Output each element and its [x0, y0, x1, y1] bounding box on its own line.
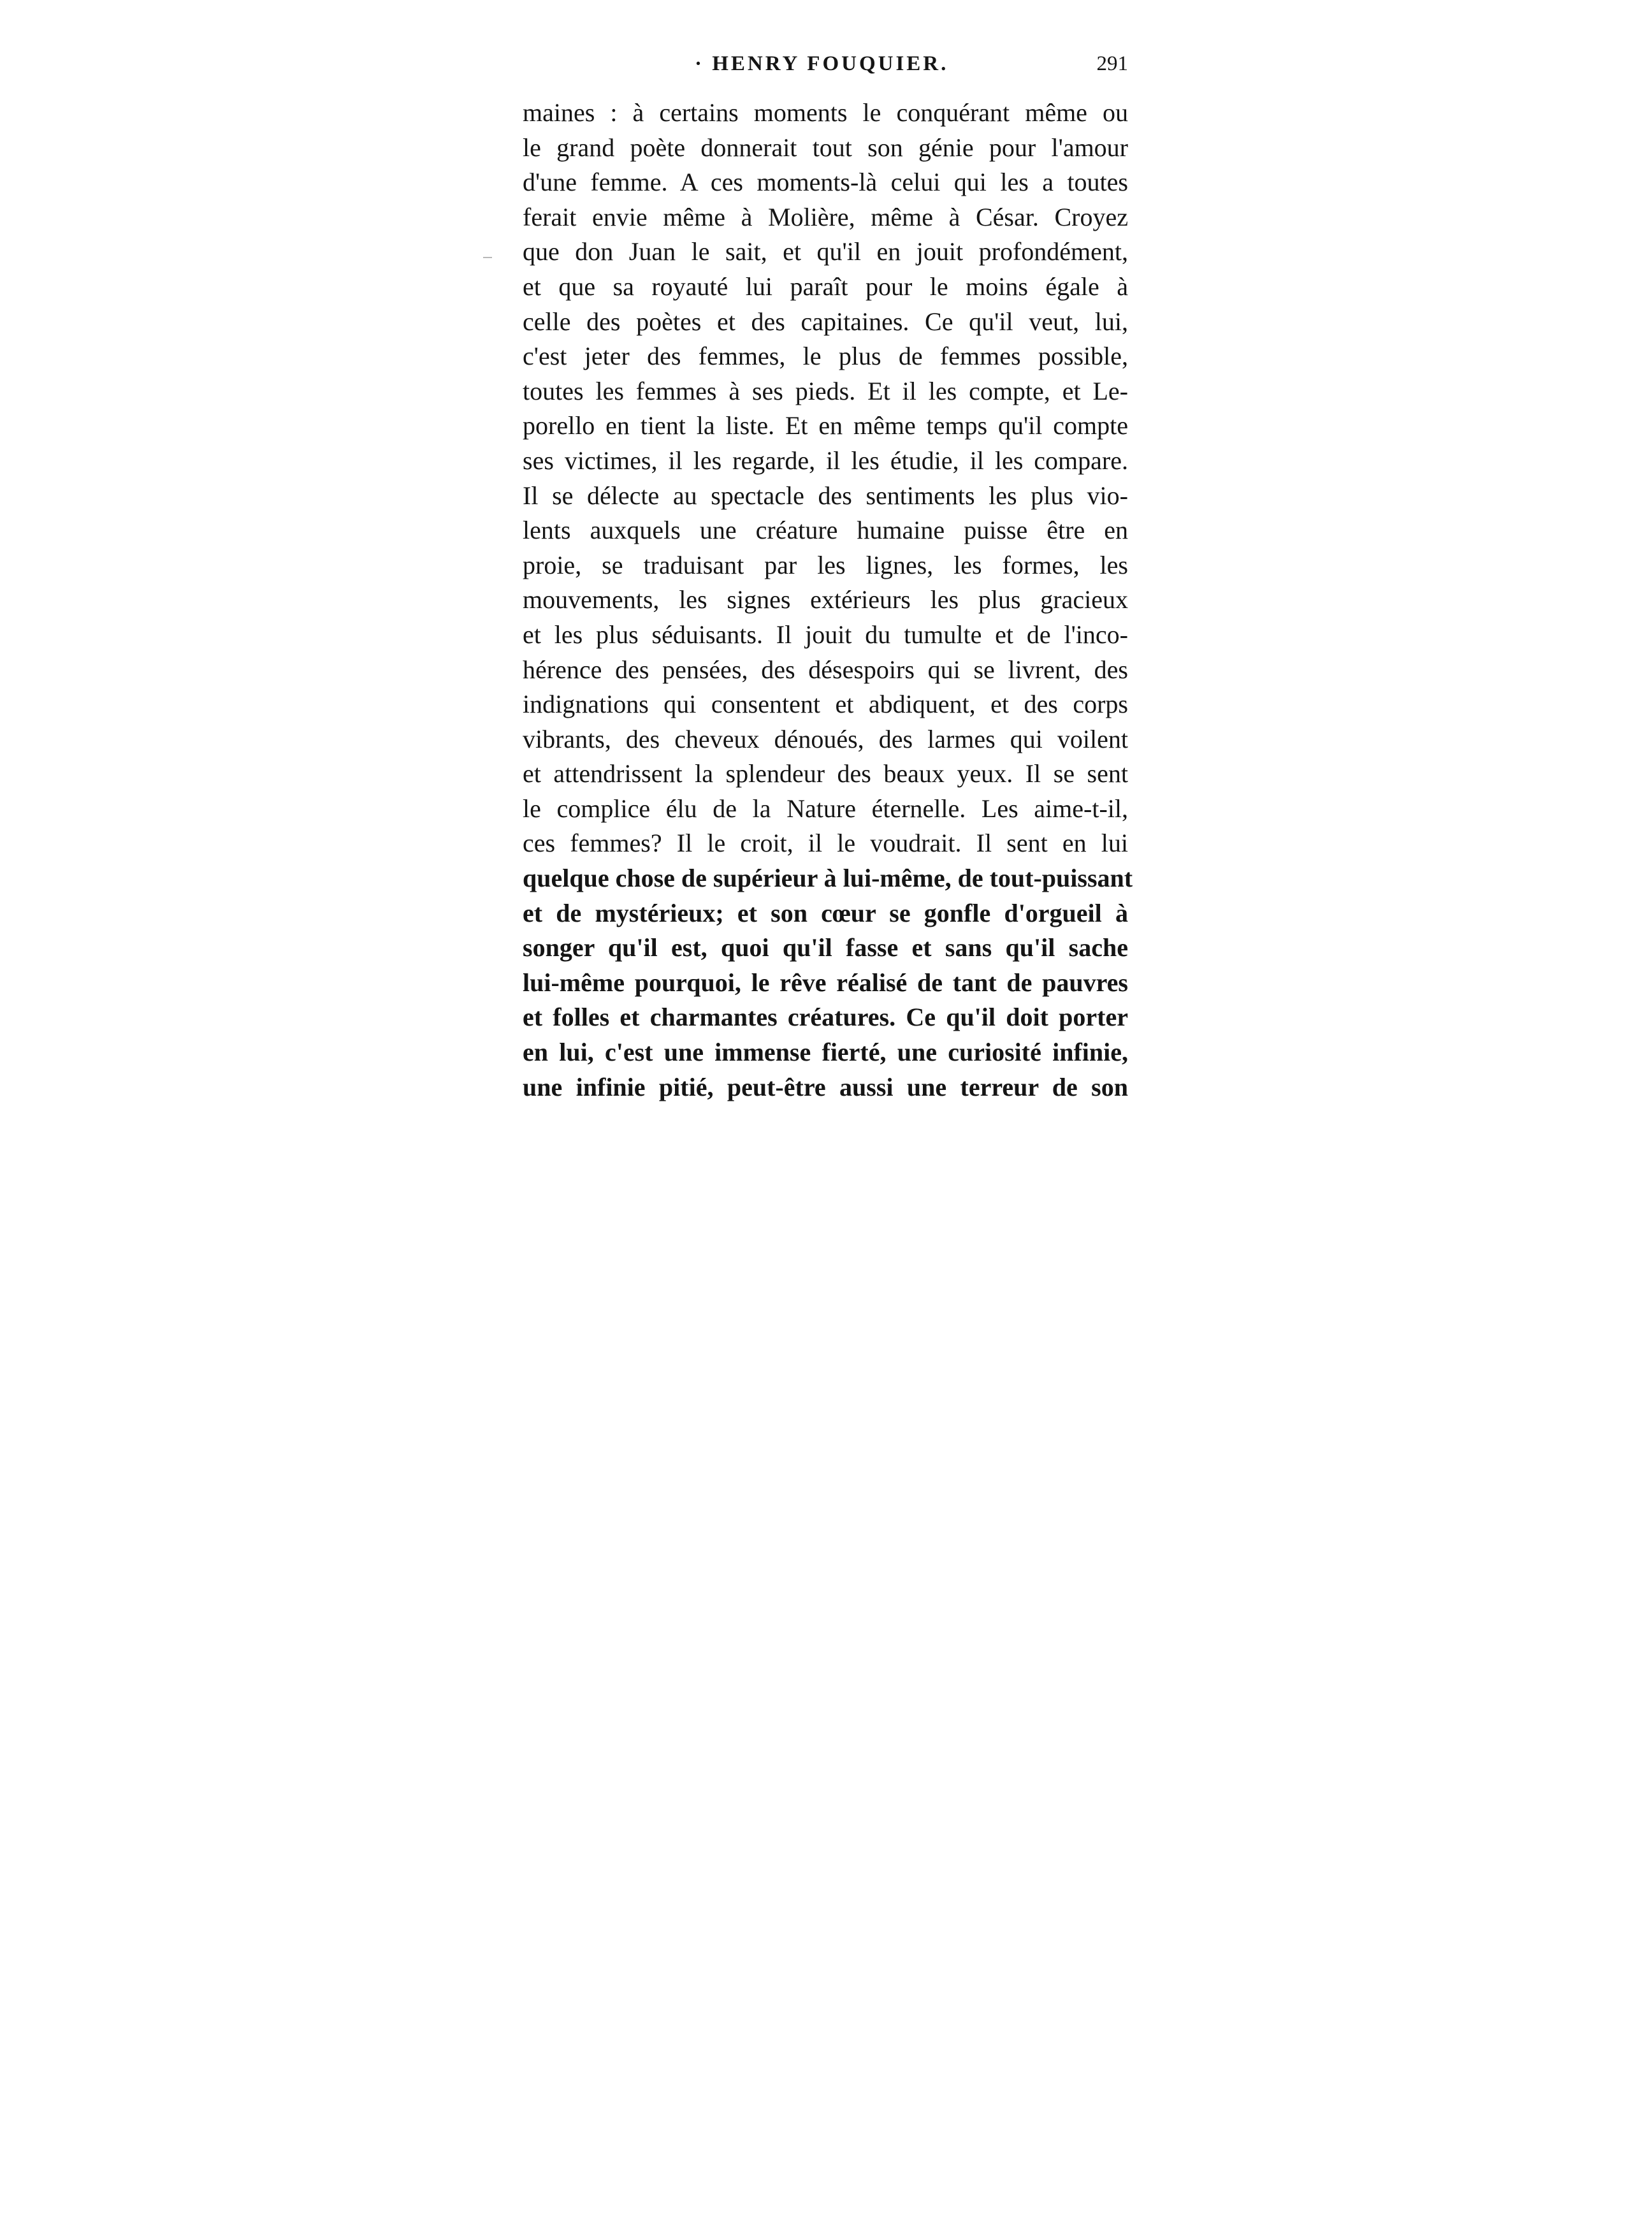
- text-line: Il se délecte au spectacle des sentiments les plus vio-: [523, 481, 1128, 510]
- text-line: porello en tient la liste. Et en même temps qu'il compte: [523, 411, 1128, 440]
- text-line: et attendrissent la splendeur des beaux yeux. Il se sent: [523, 759, 1128, 788]
- text-line: c'est jeter des femmes, le plus de femmes possible,: [523, 342, 1128, 371]
- text-line: ses victimes, il les regarde, il les étudie, il les compare.: [523, 446, 1128, 475]
- text-line: et que sa royauté lui paraît pour le moins égale à: [523, 272, 1128, 301]
- text-line: proie, se traduisant par les lignes, les formes, les: [523, 550, 1128, 579]
- text-line: ces femmes? Il le croit, il le voudrait. Il sent en lui: [523, 829, 1128, 858]
- text-line: une infinie pitié, peut-être aussi une terreur de son: [523, 1072, 1128, 1101]
- text-line: mouvements, les signes extérieurs les plus gracieux: [523, 585, 1128, 614]
- text-line: hérence des pensées, des désespoirs qui se livrent, des: [523, 655, 1128, 684]
- running-head: [523, 52, 1128, 91]
- text-line: celle des poètes et des capitaines. Ce qu'il veut, lui,: [523, 307, 1128, 336]
- text-line: indignations qui consentent et abdiquent, et des corps: [523, 690, 1128, 719]
- running-head-title: · HENRY FOUQUIER.: [695, 52, 949, 75]
- body-text: [523, 96, 1133, 1105]
- text-line: le grand poète donnerait tout son génie pour l'amour: [523, 133, 1128, 162]
- text-line: songer qu'il est, quoi qu'il fasse et sans qu'il sache: [523, 933, 1128, 962]
- text-line: d'une femme. A ces moments-là celui qui les a toutes: [523, 168, 1128, 197]
- text-line: et folles et charmantes créatures. Ce qu'il doit porter: [523, 1003, 1128, 1032]
- margin-mark: [483, 257, 492, 258]
- text-line: quelque chose de supérieur à lui-même, de tout-puissant: [523, 864, 1133, 893]
- text-line: lui-même pourquoi, le rêve réalisé de tant de pauvres: [523, 968, 1128, 997]
- text-line: que don Juan le sait, et qu'il en jouit profondément,: [523, 237, 1128, 266]
- text-line: maines : à certains moments le conquérant même ou: [523, 98, 1128, 127]
- text-line: toutes les femmes à ses pieds. Et il les compte, et Le-: [523, 376, 1128, 405]
- text-line: vibrants, des cheveux dénoués, des larmes qui voilent: [523, 724, 1128, 753]
- text-line: et de mystérieux; et son cœur se gonfle d'orgueil à: [523, 898, 1128, 927]
- text-line: en lui, c'est une immense fierté, une curiosité infinie,: [523, 1038, 1128, 1067]
- text-line: lents auxquels une créature humaine puisse être en: [523, 516, 1128, 545]
- text-line: et les plus séduisants. Il jouit du tumulte et de l'inco-: [523, 620, 1128, 649]
- text-line: le complice élu de la Nature éternelle. Les aime-t-il,: [523, 794, 1128, 823]
- text-line: ferait envie même à Molière, même à César. Croyez: [523, 202, 1128, 231]
- page-number: 291: [1096, 52, 1128, 75]
